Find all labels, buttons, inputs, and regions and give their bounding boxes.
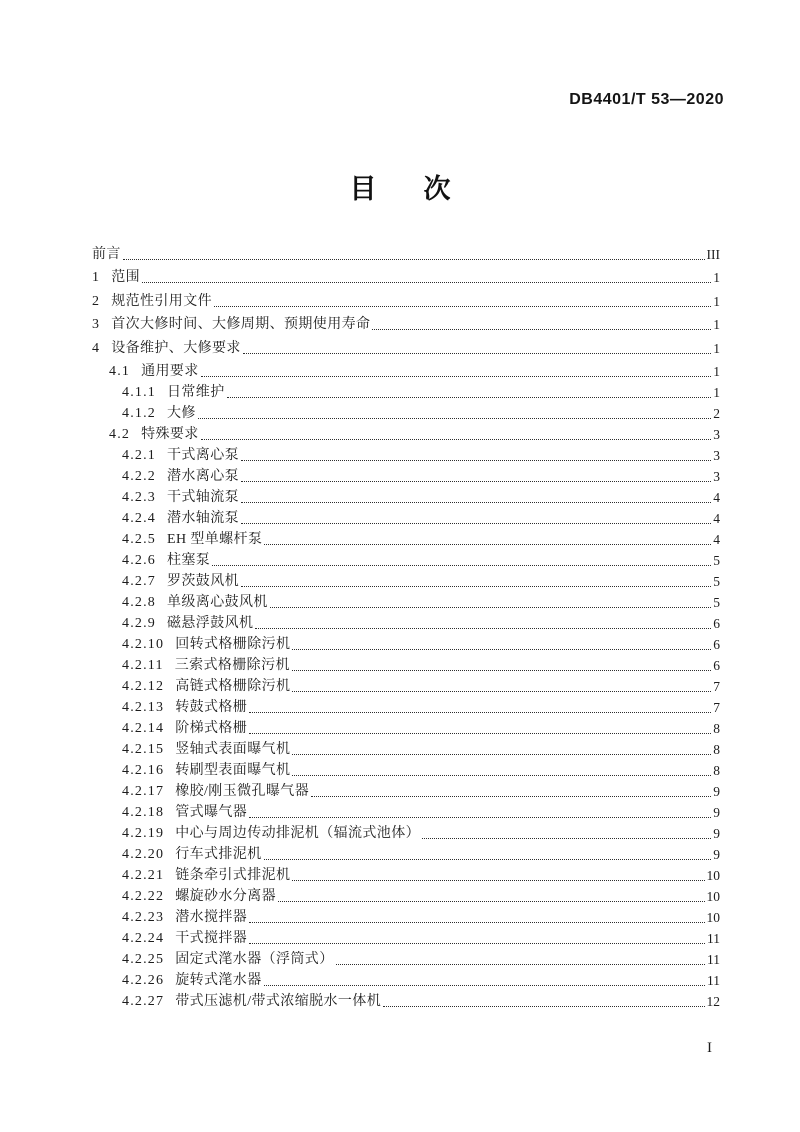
toc-entry-number: 4.2.9 (122, 616, 156, 631)
dot-leader-line (278, 901, 704, 902)
toc-entry-label: 行车式排泥机 (175, 847, 262, 862)
toc-entry-page-number: 4 (713, 490, 720, 505)
toc-entry-number: 2 (92, 293, 101, 309)
toc-entry-label: 竖轴式表面曝气机 (175, 742, 291, 757)
toc-entry-page-number: 8 (713, 763, 720, 778)
dot-leader-line (270, 607, 711, 608)
dot-leader-line (142, 282, 711, 283)
toc-entry-number: 4.2.12 (122, 679, 165, 694)
toc-entry-label: 潜水轴流泵 (167, 511, 239, 526)
toc-entry-page-number: 12 (706, 994, 720, 1009)
toc-entry-page-number: 3 (713, 427, 720, 442)
dot-leader-line (383, 1006, 704, 1007)
toc-entry-number: 4.2.24 (122, 931, 165, 946)
toc-entry (122, 905, 720, 926)
dot-leader-line (249, 922, 704, 923)
toc-entry-page-number: 7 (713, 679, 720, 694)
dot-leader-line (241, 481, 711, 482)
toc-entry-page-number: 7 (713, 700, 720, 715)
dot-leader-line (292, 670, 711, 671)
toc-entry-page-number: 1 (713, 270, 720, 285)
toc-entry (122, 380, 720, 401)
toc-entry-page-number: 10 (706, 889, 720, 904)
toc-entry-page-number: 11 (707, 952, 720, 967)
toc-entry-label: 固定式滗水器（浮筒式） (175, 952, 334, 967)
toc-entry-label: 转刷型表面曝气机 (175, 763, 291, 778)
toc-entry-number: 4.2.21 (122, 868, 165, 883)
toc-entry (122, 506, 720, 527)
dot-leader-line (336, 964, 705, 965)
toc-entry-page-number: 10 (706, 910, 720, 925)
toc-entry-number: 4.2.2 (122, 469, 156, 484)
page-title-right-char: 次 (423, 174, 451, 204)
toc-entry-number: 4.2.4 (122, 511, 156, 526)
toc-entry-page-number: 6 (713, 637, 720, 652)
dot-leader-line (255, 628, 711, 629)
toc-entry-page-number: 8 (713, 721, 720, 736)
dot-leader-line (264, 544, 711, 545)
toc-entry (109, 359, 720, 380)
dot-leader-line (198, 418, 711, 419)
toc-entry-number: 4.2.16 (122, 763, 165, 778)
toc-entry-label: 回转式格栅除污机 (175, 637, 291, 652)
toc-entry-number: 4.2.18 (122, 805, 165, 820)
toc-entry-number: 4.2.5 (122, 532, 156, 547)
toc-entry (122, 674, 720, 695)
dot-leader-line (243, 353, 711, 354)
toc-entry-page-number: 6 (713, 658, 720, 673)
toc-entry-number: 4.2.15 (122, 742, 165, 757)
toc-entry-number: 4.2 (109, 427, 131, 442)
toc-entry (122, 884, 720, 905)
toc-entry-label: 转鼓式格栅 (175, 700, 248, 715)
toc-entry-page-number: 1 (713, 364, 720, 379)
toc-entry (122, 989, 720, 1010)
toc-entry-label: 柱塞泵 (167, 553, 211, 568)
toc-entry-label: 带式压滤机/带式浓缩脱水一体机 (175, 994, 382, 1009)
toc-entry-page-number: 5 (713, 553, 720, 568)
toc-entry-number: 1 (92, 270, 101, 285)
toc-entry-number: 4.2.20 (122, 847, 165, 862)
toc-entry-number: 4.2.6 (122, 553, 156, 568)
toc-entry-number: 4.2.10 (122, 637, 165, 652)
toc-entry-label: 阶梯式格栅 (175, 721, 248, 736)
dot-leader-line (214, 306, 711, 307)
toc-entry-label: 规范性引用文件 (111, 293, 213, 309)
toc-entry-number: 4.2.17 (122, 784, 165, 799)
toc-entry (122, 548, 720, 569)
toc-entry-label: 橡胶/刚玉微孔曝气器 (175, 784, 310, 799)
toc-entry-page-number: 8 (713, 742, 720, 757)
toc-entry-label: 旋转式滗水器 (175, 973, 262, 988)
toc-entry-page-number: 5 (713, 595, 720, 610)
toc-entry (122, 653, 720, 674)
toc-entry-number: 4.2.27 (122, 994, 165, 1009)
toc-entry-number: 4.2.25 (122, 952, 165, 967)
toc-entry (122, 464, 720, 485)
toc-entry (122, 695, 720, 716)
toc-entry-page-number: 9 (713, 847, 720, 862)
toc-entry (122, 737, 720, 758)
footer-page-number: I (707, 1040, 712, 1056)
dot-leader-line (249, 712, 711, 713)
dot-leader-line (241, 460, 711, 461)
toc-entry-number: 4.2.19 (122, 826, 165, 841)
toc-entry-page-number: 4 (713, 532, 720, 547)
toc-entry-number: 4.2.1 (122, 448, 156, 463)
dot-leader-line (249, 943, 705, 944)
toc-entry-page-number: 11 (707, 973, 720, 988)
toc-entry-number: 3 (92, 317, 101, 332)
toc-entry-label: EH 型单螺杆泵 (167, 532, 263, 547)
toc-entry-label: 设备维护、大修要求 (111, 340, 241, 356)
toc-entry-label: 链条牵引式排泥机 (175, 868, 291, 883)
toc-entry-number: 4.2.13 (122, 700, 165, 715)
toc-entry-label: 大修 (167, 406, 196, 421)
toc-entry-label: 潜水离心泵 (167, 469, 239, 484)
toc-entry-page-number: 9 (713, 784, 720, 799)
toc-entry-page-number: 9 (713, 805, 720, 820)
dot-leader-line (311, 796, 711, 797)
toc-entry (122, 632, 720, 653)
dot-leader-line (201, 376, 712, 377)
toc-entry (122, 863, 720, 884)
toc-entry (122, 611, 720, 632)
dot-leader-line (249, 817, 711, 818)
toc-entry-number: 4.2.22 (122, 889, 165, 904)
toc-entry-number: 4 (92, 340, 101, 356)
toc-entry-page-number: III (706, 246, 720, 262)
dot-leader-line (292, 775, 711, 776)
toc-entry-label: 磁悬浮鼓风机 (167, 616, 254, 631)
toc-entry-label: 三索式格栅除污机 (174, 658, 290, 673)
toc-entry-page-number: 1 (713, 293, 720, 309)
toc-entry-number: 4.2.26 (122, 973, 165, 988)
toc-entry-page-number: 2 (713, 406, 720, 421)
dot-leader-line (264, 985, 705, 986)
toc-entry (122, 758, 720, 779)
toc-entry-page-number: 11 (707, 931, 720, 946)
doc-number: DB4401/T 53—2020 (569, 91, 724, 108)
dot-leader-line (292, 880, 704, 881)
toc-entry (92, 336, 720, 357)
toc-entry-number: 4.2.3 (122, 490, 156, 505)
toc-entry-label: 干式搅拌器 (175, 931, 248, 946)
toc-entry-page-number: 3 (713, 448, 720, 463)
toc-entry-number: 4.2.14 (122, 721, 165, 736)
toc-entry (122, 569, 720, 590)
dot-leader-line (241, 502, 711, 503)
toc-entry-number: 4.1.2 (122, 406, 156, 421)
toc-entry (92, 312, 720, 333)
toc-entry (122, 485, 720, 506)
dot-leader-line (241, 523, 711, 524)
dot-leader-line (212, 565, 711, 566)
dot-leader-line (123, 259, 705, 260)
toc-entry (122, 947, 720, 968)
toc-entry-page-number: 1 (713, 340, 720, 356)
toc-entry (92, 242, 720, 263)
toc-entry-label: 日常维护 (167, 385, 225, 400)
toc-entry (122, 590, 720, 611)
toc-entry-label: 单级离心鼓风机 (167, 595, 268, 610)
toc-entry-number: 4.2.11 (122, 658, 164, 673)
toc-entry-label: 通用要求 (141, 364, 199, 379)
dot-leader-line (422, 838, 711, 839)
dot-leader-line (292, 691, 711, 692)
page-title-left-char: 目 (349, 174, 377, 204)
toc-entry-label: 干式轴流泵 (167, 490, 239, 505)
toc-entry (122, 842, 720, 863)
toc-entry-label: 管式曝气器 (175, 805, 248, 820)
dot-leader-line (249, 733, 711, 734)
toc-entry (122, 716, 720, 737)
toc-entry-page-number: 1 (713, 385, 720, 400)
toc-entry (122, 527, 720, 548)
dot-leader-line (227, 397, 712, 398)
dot-leader-line (372, 329, 711, 330)
dot-leader-line (241, 586, 711, 587)
toc-entry-label: 干式离心泵 (167, 448, 239, 463)
toc-entry-page-number: 3 (713, 469, 720, 484)
toc-entry-page-number: 4 (713, 511, 720, 526)
toc-entry-label: 罗茨鼓风机 (167, 574, 239, 589)
toc-entry-number: 4.1 (109, 364, 131, 379)
toc-entry (122, 968, 720, 989)
toc-entry (122, 779, 720, 800)
toc-entry (122, 926, 720, 947)
toc-entry-page-number: 1 (713, 317, 720, 332)
toc-entry-label: 潜水搅拌器 (175, 910, 248, 925)
toc-entry-label: 特殊要求 (141, 427, 199, 442)
toc-entry-number: 4.2.23 (122, 910, 165, 925)
dot-leader-line (292, 649, 711, 650)
toc-entry-page-number: 5 (713, 574, 720, 589)
toc-entry-number: 4.2.8 (122, 595, 156, 610)
toc-entry (122, 800, 720, 821)
dot-leader-line (201, 439, 712, 440)
dot-leader-line (292, 754, 711, 755)
toc-entry-label: 范围 (111, 270, 141, 285)
page-title (0, 167, 800, 206)
toc-entry (92, 265, 720, 286)
toc-entry-number: 4.2.7 (122, 574, 156, 589)
toc-entry-label: 高链式格栅除污机 (175, 679, 291, 694)
toc-entry-page-number: 9 (713, 826, 720, 841)
toc-entry-page-number: 6 (713, 616, 720, 631)
toc-entry-label: 螺旋砂水分离器 (175, 889, 277, 904)
dot-leader-line (264, 859, 712, 860)
toc-entry-label: 首次大修时间、大修周期、预期使用寿命 (111, 317, 371, 332)
toc-entry (122, 443, 720, 464)
toc-entry-number: 4.1.1 (122, 385, 156, 400)
toc-entry-page-number: 10 (706, 868, 720, 883)
toc-entry (92, 289, 720, 310)
toc-entry (122, 401, 720, 422)
toc-entry-label: 中心与周边传动排泥机（辐流式池体） (175, 826, 421, 841)
toc-entry (109, 422, 720, 443)
toc-entry (122, 821, 720, 842)
table-of-contents (92, 239, 720, 1010)
toc-entry-label: 前言 (92, 246, 121, 262)
